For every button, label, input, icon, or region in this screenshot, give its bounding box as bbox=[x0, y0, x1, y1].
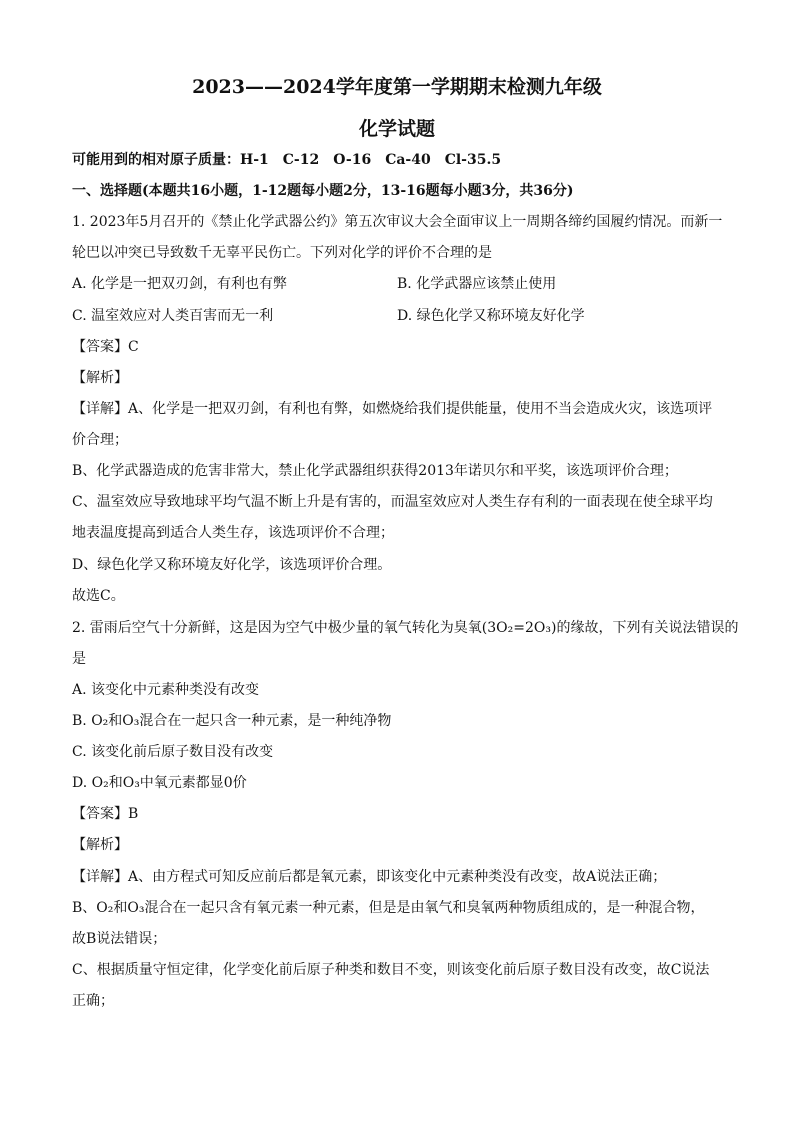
q1-analysis-label: 【解析】 bbox=[72, 370, 128, 386]
atomic-mass-line: 可能用到的相对原子质量：H-1 C-12 O-16 Ca-40 Cl-35.5 bbox=[72, 152, 502, 168]
q1-detail-line1: 【详解】A、化学是一把双刃剑，有利也有弊，如燃烧给我们提供能量，使用不当会造成火灾，该选项评 bbox=[72, 401, 713, 417]
q2-detail-line5: 正确； bbox=[72, 993, 114, 1009]
q1-detail-line7: 故选C。 bbox=[72, 588, 125, 604]
q1-option-b: B. 化学武器应该禁止使用 bbox=[397, 276, 557, 292]
q1-option-a: A. 化学是一把双刃剑，有利也有弊 bbox=[72, 276, 288, 292]
q2-detail-line3: 故B说法错误； bbox=[72, 931, 167, 947]
q2-stem-line1: 2. 雷雨后空气十分新鲜，这是因为空气中极少量的氧气转化为臭氧(3O₂=2O₃)的缘故，下列有关说法错误的 bbox=[72, 620, 739, 636]
q1-detail-line5: 地表温度提高到适合人类生存，该选项评价不合理； bbox=[72, 525, 394, 541]
q1-option-c: C. 温室效应对人类百害而无一利 bbox=[72, 308, 274, 324]
q2-stem-line2: 是 bbox=[72, 651, 86, 667]
q1-detail-line4: C、温室效应导致地球平均气温不断上升是有害的，而温室效应对人类生存有利的一面表现在使全球平均 bbox=[72, 494, 713, 510]
q2-analysis-label: 【解析】 bbox=[72, 837, 128, 853]
page-title: 2023——2024学年度第一学期期末检测九年级 bbox=[192, 76, 602, 98]
q2-detail-line4: C、根据质量守恒定律，化学变化前后原子种类和数目不变，则该变化前后原子数目没有改变，故C说法 bbox=[72, 962, 710, 978]
q1-stem-line2: 轮巴以冲突已导致数千无辜平民伤亡。下列对化学的评价不合理的是 bbox=[72, 245, 492, 261]
q2-option-b: B. O₂和O₃混合在一起只含一种元素，是一种纯净物 bbox=[72, 713, 392, 729]
q1-detail-line2: 价合理； bbox=[72, 432, 128, 448]
section-heading: 一、选择题(本题共16小题，1-12题每小题2分，13-16题每小题3分，共36分) bbox=[72, 183, 574, 199]
q1-detail-line3: B、化学武器造成的危害非常大，禁止化学武器组织获得2013年诺贝尔和平奖，该选项评价合理； bbox=[72, 463, 678, 479]
q1-detail-line6: D、绿色化学又称环境友好化学，该选项评价合理。 bbox=[72, 557, 392, 573]
q2-option-d: D. O₂和O₃中氧元素都显0价 bbox=[72, 775, 247, 791]
q2-option-a: A. 该变化中元素种类没有改变 bbox=[72, 682, 260, 698]
page-subtitle: 化学试题 bbox=[358, 118, 435, 140]
q2-detail-line1: 【详解】A、由方程式可知反应前后都是氧元素，即该变化中元素种类没有改变，故A说法正确； bbox=[72, 869, 667, 885]
q2-option-c: C. 该变化前后原子数目没有改变 bbox=[72, 744, 274, 760]
q2-detail-line2: B、O₂和O₃混合在一起只含有氧元素一种元素，但是是由氧气和臭氧两种物质组成的，是一种混合物， bbox=[72, 900, 705, 916]
q1-answer: 【答案】C bbox=[72, 339, 139, 355]
q1-stem-line1: 1. 2023年5月召开的《禁止化学武器公约》第五次审议大会全面审议上一周期各缔约国履约情况。而新一 bbox=[72, 214, 723, 230]
q2-answer: 【答案】B bbox=[72, 806, 139, 822]
q1-option-d: D. 绿色化学又称环境友好化学 bbox=[397, 308, 585, 324]
